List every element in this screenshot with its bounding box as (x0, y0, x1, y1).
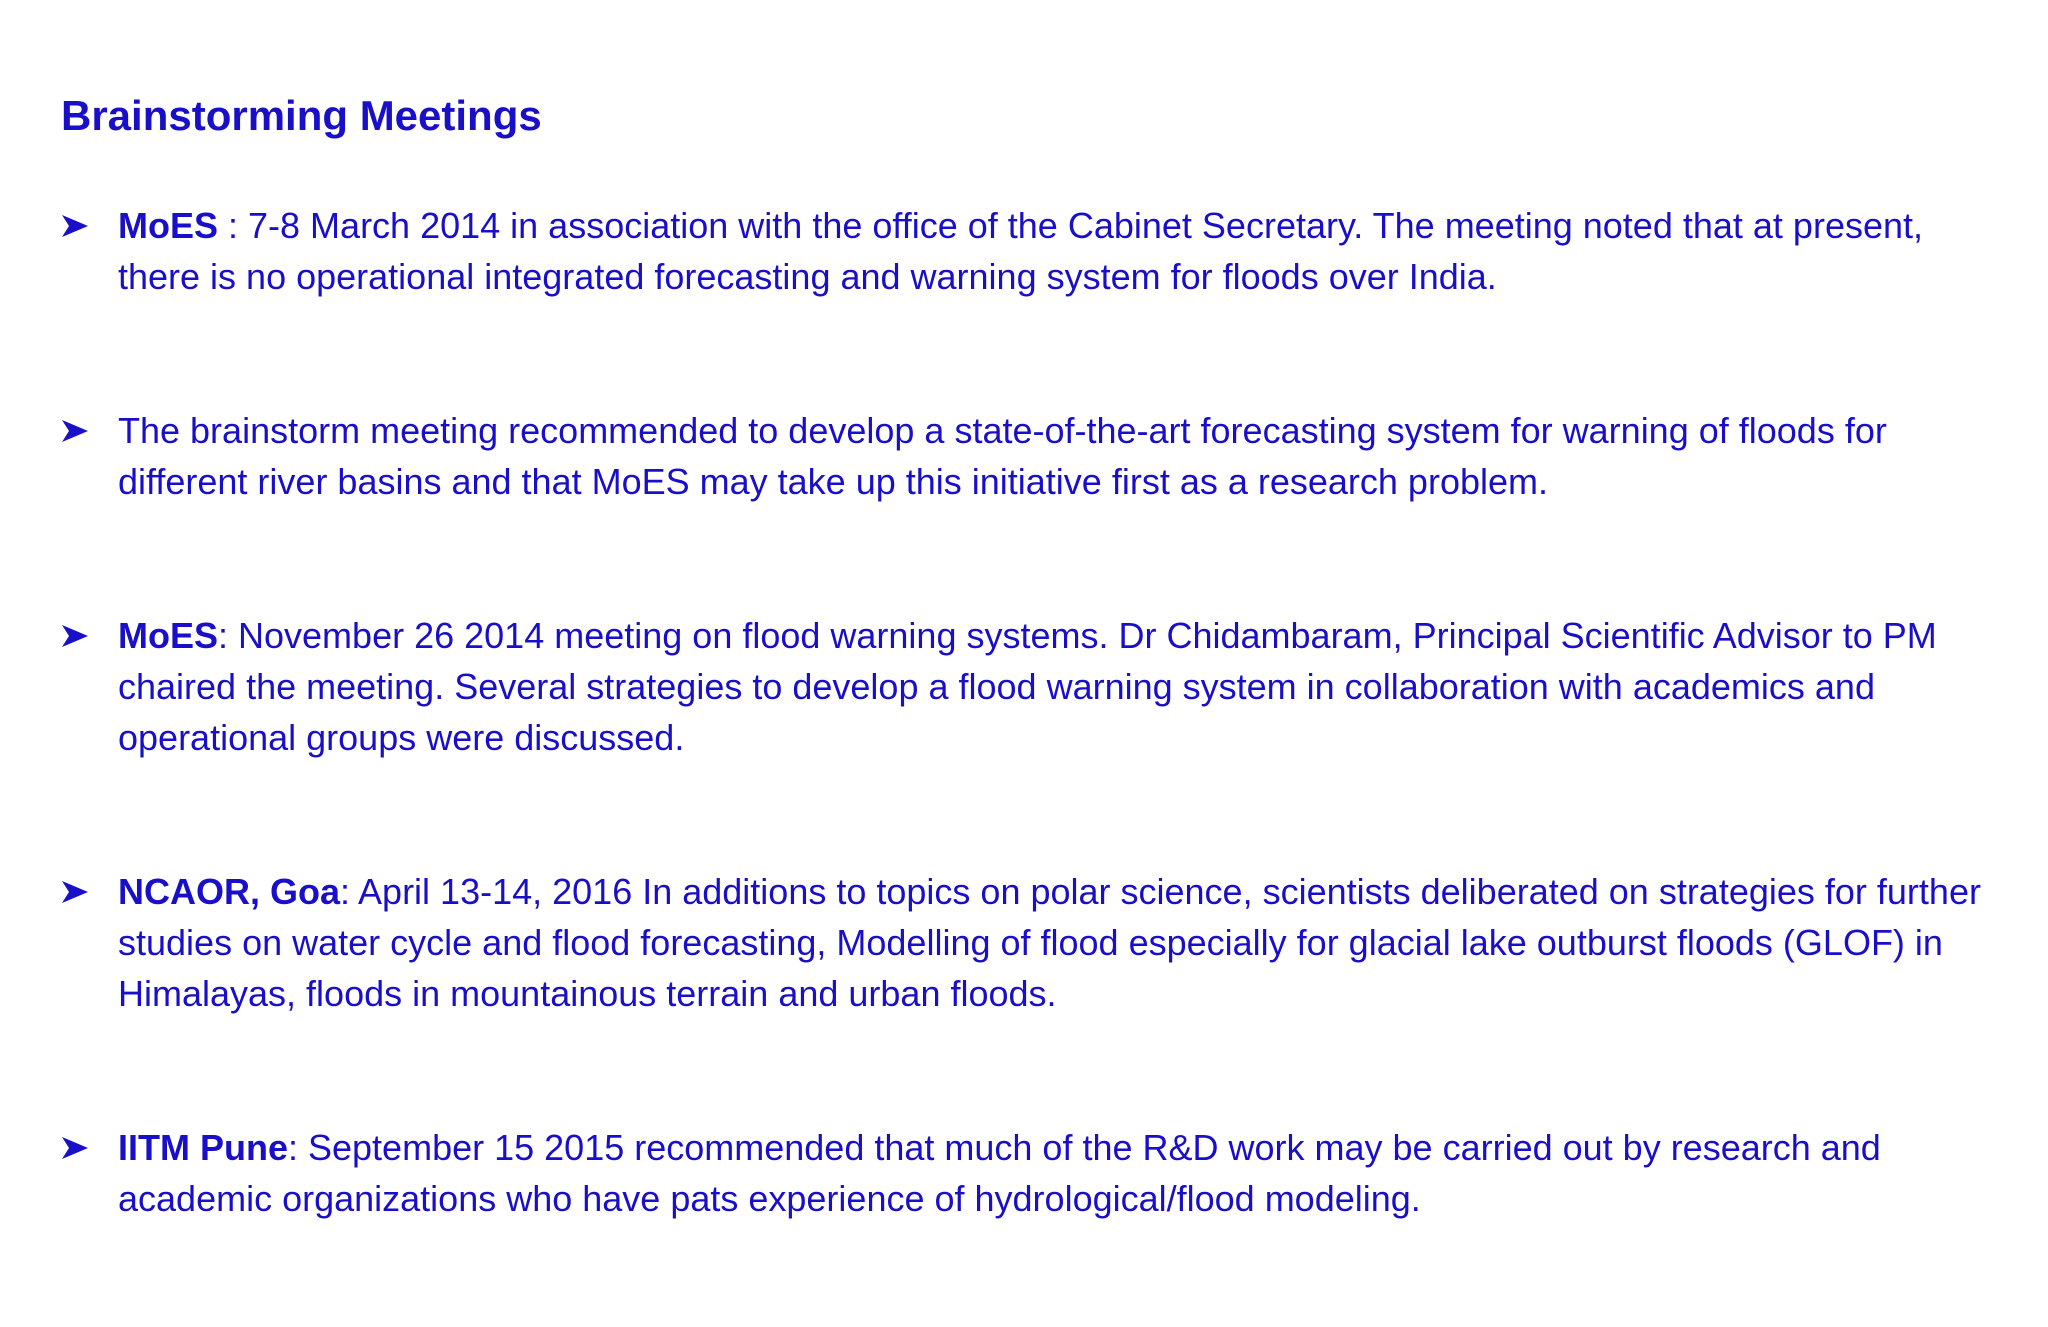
arrow-bullet-icon (61, 419, 89, 443)
bullet-item-moes-march (61, 200, 2011, 302)
bullet-list (61, 200, 2011, 1327)
arrow-bullet-icon (61, 624, 89, 648)
arrow-bullet-icon (61, 214, 89, 238)
bullet-text: : November 26 2014 meeting on flood warning systems. Dr Chidambaram, Principal Scientific Advisor to PM chaired the meeting. Several strategies to develop a flood warning system in collaboration with academics and operational groups were discussed. (118, 615, 1937, 758)
bullet-item-ncaor-goa (61, 866, 2011, 1019)
bullet-lead: IITM Pune (118, 1127, 288, 1168)
bullet-item-iitm-pune (61, 1122, 2011, 1224)
bullet-lead: MoES (118, 205, 219, 246)
arrow-bullet-icon (61, 880, 89, 904)
bullet-text: The brainstorm meeting recommended to develop a state-of-the-art forecasting system for warning of floods for different river basins and that MoES may take up this initiative first as a research problem. (118, 410, 1887, 502)
bullet-lead: NCAOR, Goa (118, 871, 341, 912)
bullet-text: : September 15 2015 recommended that much of the R&D work may be carried out by research and academic organizations who have pats experience of hydrological/flood modeling. (118, 1127, 1881, 1219)
bullet-item-moes-november (61, 610, 2011, 763)
bullet-text: : April 13-14, 2016 In additions to topics on polar science, scientists deliberated on strategies for further studies on water cycle and flood forecasting, Modelling of flood especially for glacial lake outburst floods (GLOF) in Himalayas, floods in mountainous terrain and urban floods. (118, 871, 1981, 1014)
slide-title: Brainstorming Meetings (61, 92, 542, 139)
bullet-item-recommendation (61, 405, 2011, 507)
bullet-text: : 7-8 March 2014 in association with the office of the Cabinet Secretary. The meeting noted that at present, there is no operational integrated forecasting and warning system for floods over India. (118, 205, 1924, 297)
bullet-lead: MoES (118, 615, 219, 656)
arrow-bullet-icon (61, 1136, 89, 1160)
